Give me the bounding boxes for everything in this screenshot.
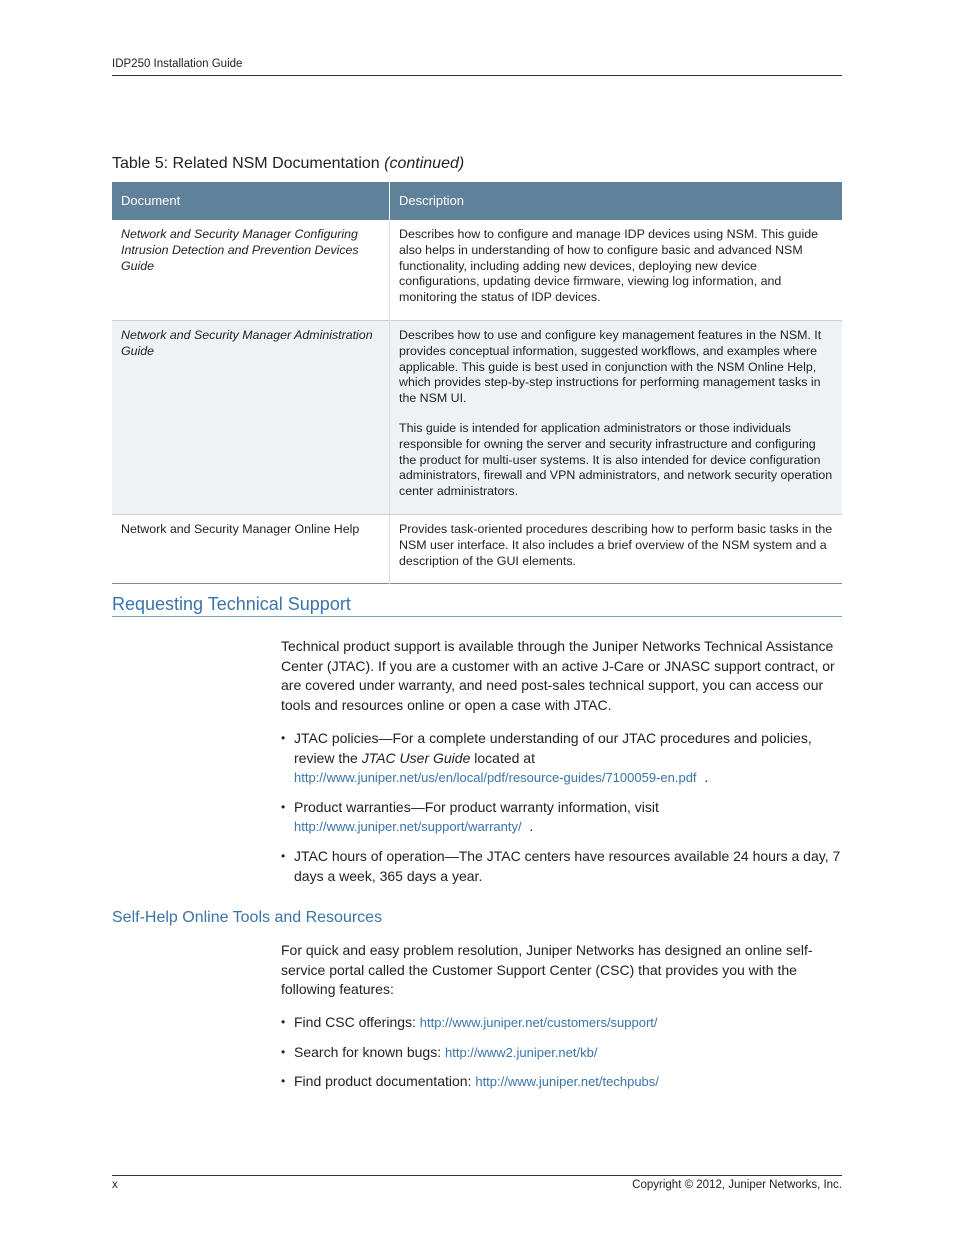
running-header: [112, 58, 842, 76]
description-cell: [390, 320, 843, 514]
description-cell: [390, 514, 843, 583]
period: .: [529, 818, 534, 835]
policies-text-prefix: JTAC policies—For a complete understanding of our JTAC procedures and policies, review the: [294, 730, 812, 766]
product-docs-label: Find product documentation:: [294, 1073, 476, 1090]
column-header-description: Description: [390, 182, 843, 220]
csc-offerings-label: Find CSC offerings:: [294, 1014, 420, 1030]
warranty-link[interactable]: http://www.juniper.net/support/warranty/: [294, 819, 522, 835]
known-bugs-label: Search for known bugs:: [294, 1043, 445, 1060]
guide-title: IDP250 Installation Guide: [112, 58, 243, 70]
table-row: [112, 220, 842, 320]
section-heading-technical-support: Requesting Technical Support: [112, 594, 842, 617]
list-item-product-warranties: [281, 798, 843, 837]
document-cell: Network and Security Manager Online Help: [112, 514, 390, 583]
table-row: [112, 514, 842, 583]
self-help-intro-paragraph: For quick and easy problem resolution, Juniper Networks has designed an online self-service portal called the Customer Support Center (CSC) that provides you with the following features:: [281, 942, 813, 998]
document-cell: Network and Security Manager Configuring Intrusion Detection and Prevention Devices Guide: [112, 220, 390, 320]
description-paragraph: This guide is intended for application administrators or those individuals responsible for owning the server and security infrastructure and configuring the product for multi-user systems. It is also intended for device configuration administrators, firewall and VPN administrators, and network security operation center administrators.: [399, 420, 833, 499]
list-item-known-bugs: [281, 1043, 843, 1063]
page-number: x: [112, 1179, 118, 1191]
list-item-csc-offerings: [281, 1013, 843, 1033]
hours-text: JTAC hours of operation—The JTAC centers have resources available 24 hours a day, 7 days a week, 365 days a year.: [294, 847, 841, 884]
subsection-heading-self-help: Self-Help Online Tools and Resources: [112, 909, 383, 926]
list-item-jtac-policies: [281, 729, 843, 788]
table-caption-continued: (continued): [384, 155, 465, 172]
description-paragraph: Describes how to use and configure key management features in the NSM. It provides conceptual information, suggested workflows, and examples where applicable. This guide is best used in conjunction with the NSM Online Help, which provides step-by-step instructions for performing management tasks in the NSM UI.: [399, 327, 822, 406]
list-item-jtac-hours: [281, 847, 843, 886]
policies-text-suffix: located at: [470, 749, 535, 766]
copyright-notice: Copyright © 2012, Juniper Networks, Inc.: [632, 1179, 842, 1191]
footer-divider: [112, 1175, 842, 1176]
known-bugs-link[interactable]: http://www2.juniper.net/kb/: [444, 1044, 598, 1060]
jtac-user-guide-link[interactable]: http://www.juniper.net/us/en/local/pdf/resource-guides/7100059-en.pdf: [294, 770, 697, 786]
table-header-row: [112, 182, 842, 220]
description-paragraph: Describes how to configure and manage IDP devices using NSM. This guide also helps in understanding of how to configure basic and advanced NSM functionality, including adding new devices, deploying new device configurations, updating device firmware, viewing log information, and monitoring the status of IDP devices.: [399, 227, 818, 305]
support-bullet-list: [281, 729, 843, 896]
list-item-product-docs: [281, 1072, 843, 1092]
warranty-text: Product warranties—For product warranty information, visit: [294, 798, 659, 815]
self-help-bullet-list: [281, 1013, 843, 1102]
support-intro-paragraph: Technical product support is available through the Juniper Networks Technical Assistance Center (JTAC). If you are a customer with an active J-Care or JNASC support contract, or are covered under warranty, and need post-sales technical support, you can access our tools and resources online or open a case with JTAC.: [281, 638, 835, 713]
period: .: [704, 769, 709, 786]
csc-offerings-link[interactable]: http://www.juniper.net/customers/support/: [419, 1015, 658, 1030]
product-docs-link[interactable]: http://www.juniper.net/techpubs/: [475, 1074, 659, 1090]
document-cell: Network and Security Manager Administration Guide: [112, 320, 390, 514]
description-cell: [390, 220, 843, 320]
related-docs-table: [112, 182, 842, 584]
column-header-document: Document: [112, 182, 390, 220]
table-row: [112, 320, 842, 514]
description-paragraph: Provides task-oriented procedures describing how to perform basic tasks in the NSM user interface. It also includes a brief overview of the NSM system and a description of the GUI elements.: [399, 521, 833, 568]
table-caption-text: Table 5: Related NSM Documentation: [112, 155, 380, 172]
table-caption: [112, 155, 464, 173]
jtac-user-guide-title: JTAC User Guide: [361, 749, 471, 766]
